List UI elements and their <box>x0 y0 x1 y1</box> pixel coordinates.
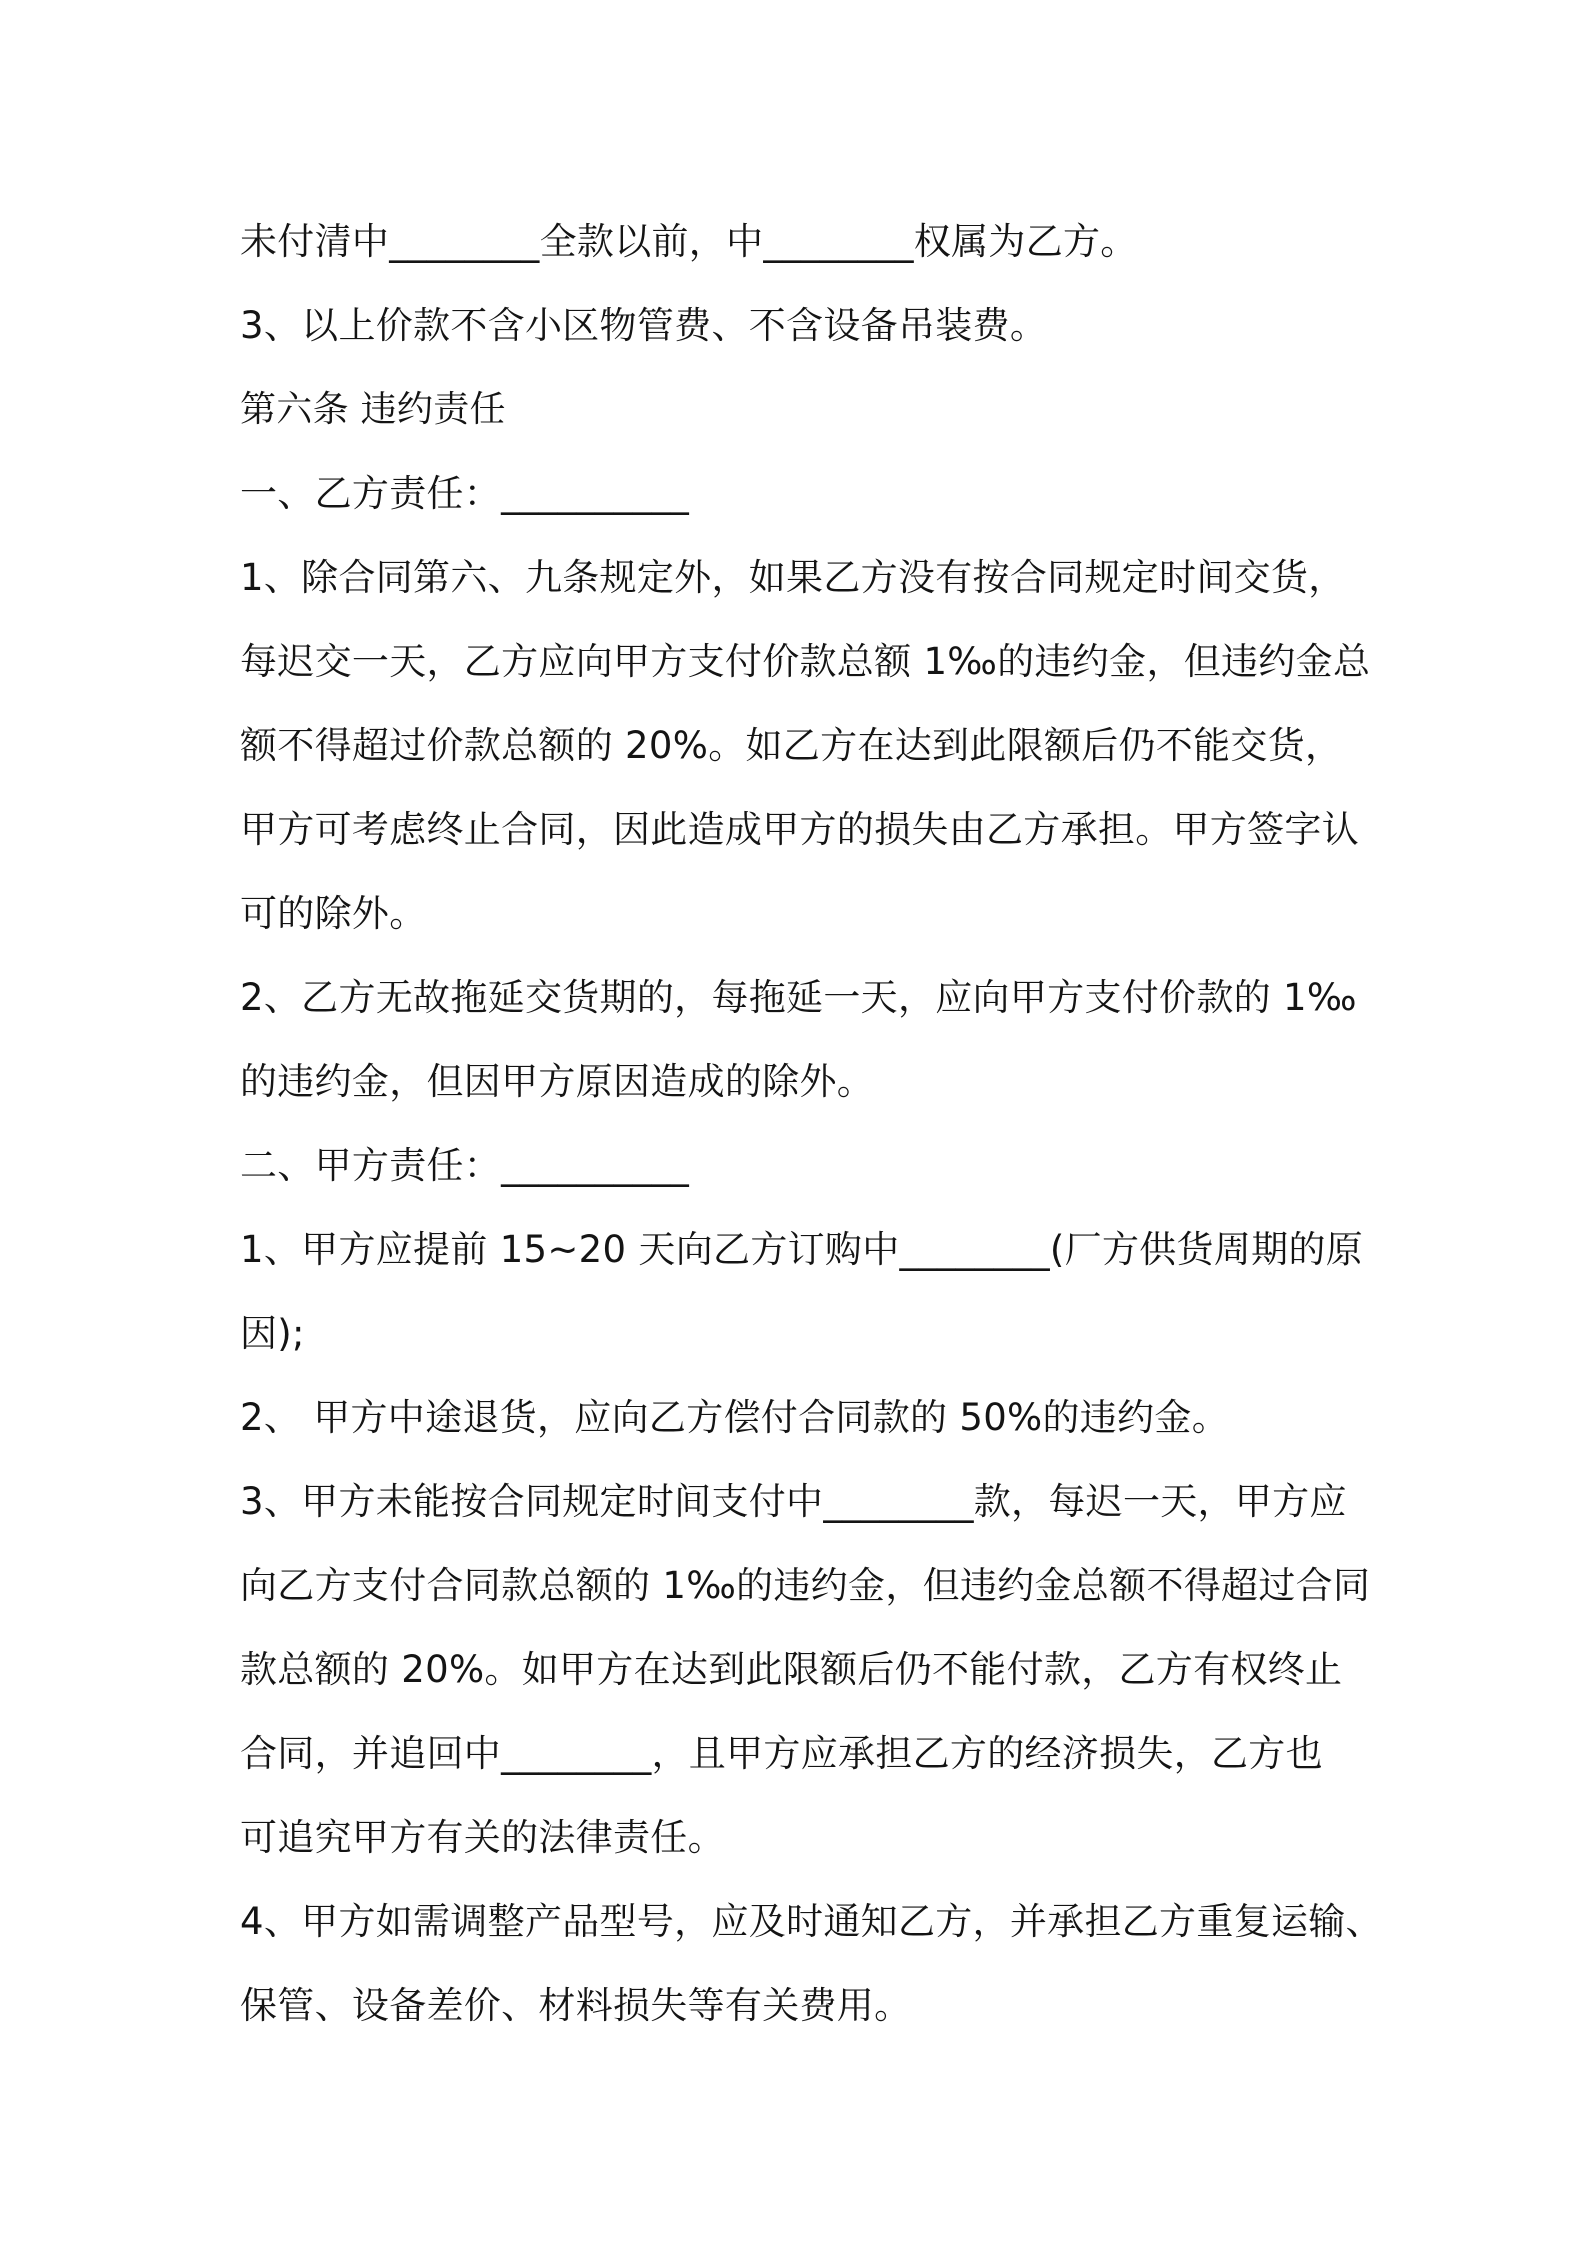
text-line-payment-ownership: 未付清中________全款以前，中________权属为乙方。 <box>240 220 1138 263</box>
text-line: 款总额的 20%。如甲方在达到此限额后仍不能付款，乙方有权终止 <box>240 1648 1343 1691</box>
text-line: 保管、设备差价、材料损失等有关费用。 <box>240 1984 912 2027</box>
text-line: 合同，并追回中________，且甲方应承担乙方的经济损失，乙方也 <box>240 1732 1323 1775</box>
subsection-heading-party-b: 一、乙方责任：__________ <box>240 472 690 515</box>
text-line: 1、甲方应提前 15~20 天向乙方订购中________(厂方供货周期的原 <box>240 1228 1364 1271</box>
text-line: 额不得超过价款总额的 20%。如乙方在达到此限额后仍不能交货， <box>240 724 1343 767</box>
text-line: 2、乙方无故拖延交货期的，每拖延一天，应向甲方支付价款的 1‰ <box>240 976 1357 1019</box>
text-line: 甲方可考虑终止合同，因此造成甲方的损失由乙方承担。甲方签字认 <box>240 808 1359 851</box>
text-line: 因); <box>240 1312 305 1355</box>
text-line: 1、除合同第六、九条规定外，如果乙方没有按合同规定时间交货， <box>240 556 1346 599</box>
text-line: 的违约金，但因甲方原因造成的除外。 <box>240 1060 875 1103</box>
section-heading-article-6: 第六条 违约责任 <box>240 389 506 430</box>
text-line: 可的除外。 <box>240 892 427 935</box>
text-line: 3、甲方未能按合同规定时间支付中________款，每迟一天，甲方应 <box>240 1480 1347 1523</box>
text-line: 每迟交一天，乙方应向甲方支付价款总额 1‰的违约金，但违约金总 <box>240 640 1371 683</box>
text-line: 2、 甲方中途退货，应向乙方偿付合同款的 50%的违约金。 <box>240 1396 1229 1439</box>
subsection-heading-party-a: 二、甲方责任：__________ <box>240 1144 690 1187</box>
text-line: 可追究甲方有关的法律责任。 <box>240 1816 725 1859</box>
text-line-price-exclusions: 3、以上价款不含小区物管费、不含设备吊装费。 <box>240 304 1048 347</box>
document-body <box>240 200 1383 2048</box>
text-line: 4、甲方如需调整产品型号，应及时通知乙方，并承担乙方重复运输、 <box>240 1900 1383 1943</box>
text-line: 向乙方支付合同款总额的 1‰的违约金，但违约金总额不得超过合同 <box>240 1564 1371 1607</box>
